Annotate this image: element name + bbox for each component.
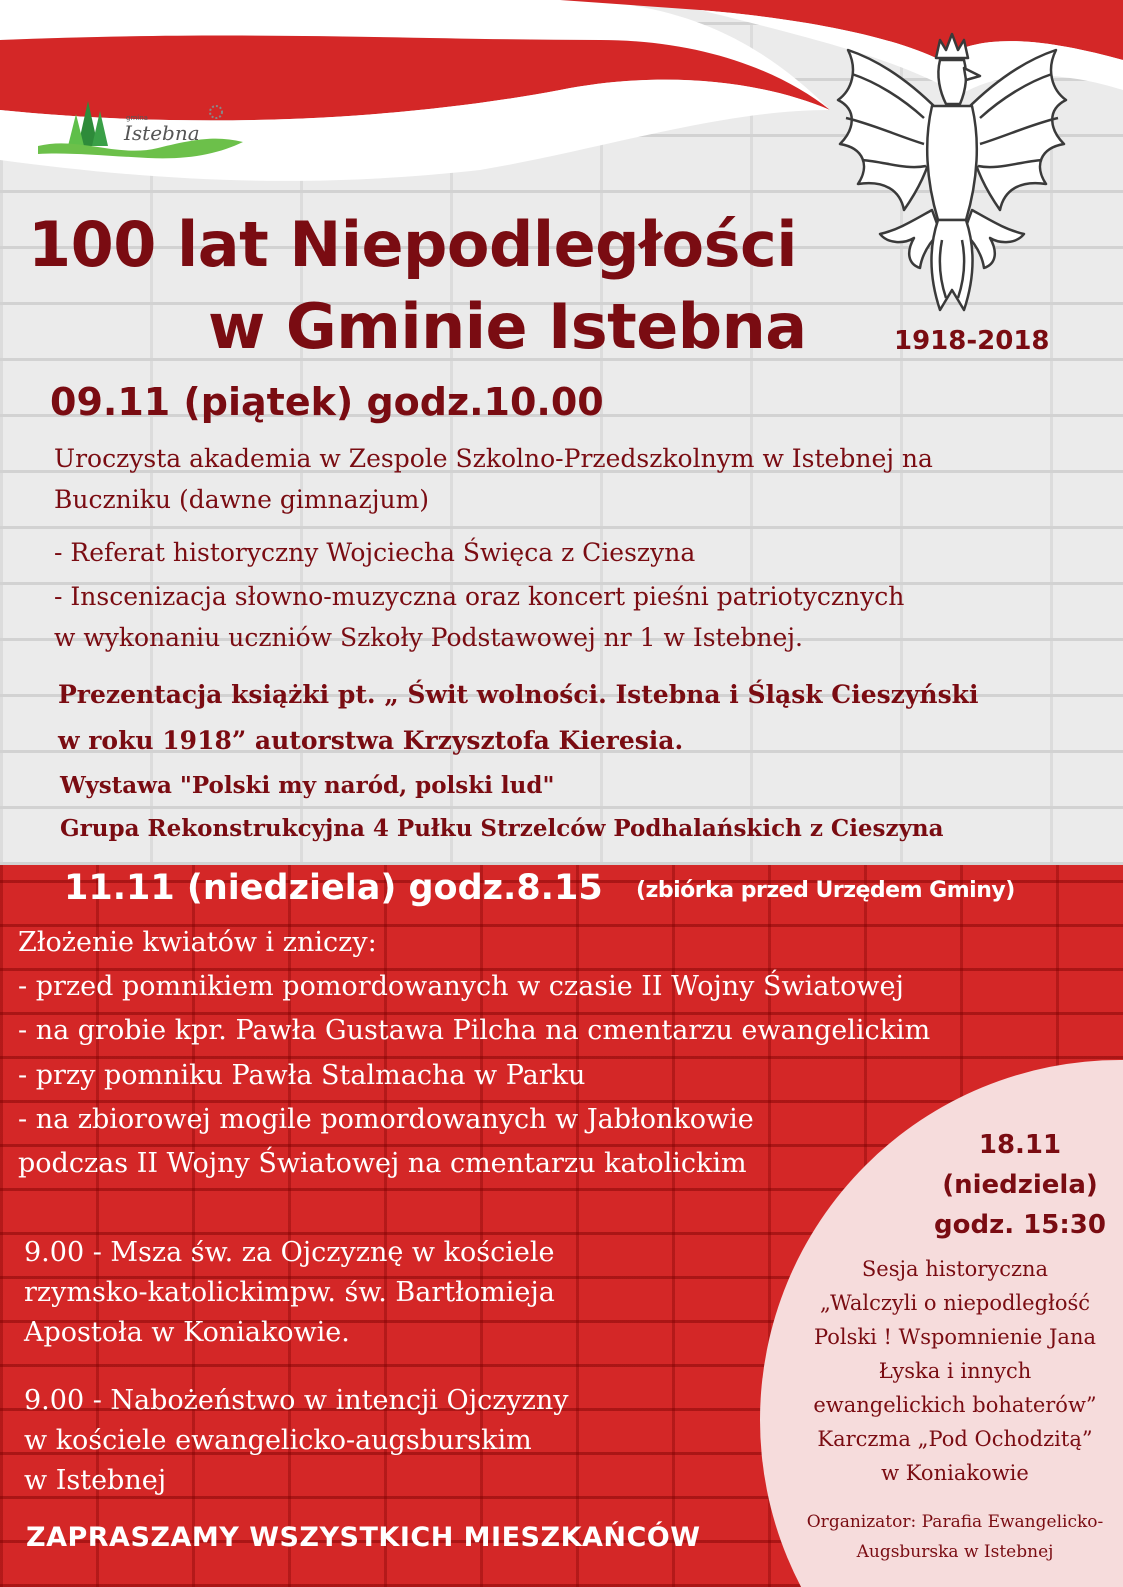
title-line-2: w Gminie Istebna <box>208 290 807 363</box>
event2-line: - przed pomnikiem pomordowanych w czasie II Wojny Światowej <box>18 971 904 1002</box>
event1-date: 09.11 (piątek) godz.10.00 <box>50 380 604 424</box>
event1-line: w wykonaniu uczniów Szkoły Podstawowej nr 1 w Istebnej. <box>54 623 803 652</box>
event1-line: Buczniku (dawne gimnazjum) <box>54 485 430 514</box>
event3-date: 18.11 <box>978 1130 1062 1160</box>
event1-line: Uroczysta akademia w Zespole Szkolno-Przedszkolnym w Istebnej na <box>54 444 933 473</box>
svg-text:Istebna: Istebna <box>124 121 200 145</box>
event3-line: Sesja historyczna <box>861 1257 1049 1281</box>
event3-time: godz. 15:30 <box>934 1210 1106 1240</box>
event3-line: Polski ! Wspomnienie Jana <box>813 1325 1096 1349</box>
event1-book-line: Prezentacja książki pt. „ Świt wolności. Istebna i Śląsk Cieszyński <box>58 680 979 709</box>
event3-organizer: Augsburska w Istebnej <box>856 1542 1054 1562</box>
invitation-footer: ZAPRASZAMY WSZYSTKICH MIESZKAŃCÓW <box>26 1522 701 1553</box>
event2-line: - przy pomniku Pawła Stalmacha w Parku <box>18 1060 586 1091</box>
svg-text:gmina: gmina <box>126 114 148 122</box>
event3-day: (niedziela) <box>942 1170 1098 1200</box>
event2-line: Złożenie kwiatów i zniczy: <box>18 927 377 958</box>
event2-mass1: Apostoła w Koniakowie. <box>24 1317 350 1348</box>
event1-exhibition: Wystawa "Polski my naród, polski lud" <box>60 772 555 799</box>
event2-mass1: 9.00 - Msza św. za Ojczyznę w kościele <box>24 1237 555 1268</box>
event2-mass1: rzymsko-katolickimpw. św. Bartłomieja <box>24 1277 555 1308</box>
event1-line: - Referat historyczny Wojciecha Święca z Cieszyna <box>54 538 696 567</box>
event2-mass2: 9.00 - Nabożeństwo w intencji Ojczyzny <box>24 1385 569 1416</box>
event2-line: - na zbiorowej mogile pomordowanych w Jabłonkowie <box>18 1104 754 1135</box>
event2-mass2: w Istebnej <box>24 1465 167 1496</box>
years-label: 1918-2018 <box>894 326 1050 356</box>
event2-note: (zbiórka przed Urzędem Gminy) <box>636 878 1015 903</box>
event2-line: - na grobie kpr. Pawła Gustawa Pilcha na cmentarzu ewangelickim <box>18 1015 931 1046</box>
event3-line: w Koniakowie <box>881 1461 1029 1485</box>
event1-book-line: w roku 1918” autorstwa Krzysztofa Kieresia. <box>58 726 684 755</box>
event2-mass2: w kościele ewangelicko-augsburskim <box>24 1425 532 1456</box>
event3-line: Łyska i innych <box>878 1359 1032 1383</box>
event1-line: - Inscenizacja słowno-muzyczna oraz koncert pieśni patriotycznych <box>54 582 905 611</box>
event3-line: ewangelickich bohaterów” <box>813 1393 1097 1417</box>
white-eagle-emblem-icon <box>828 20 1068 320</box>
gmina-istebna-logo-icon <box>38 96 248 166</box>
event2-date: 11.11 (niedziela) godz.8.15 <box>64 868 603 908</box>
event3-organizer: Organizator: Parafia Ewangelicko- <box>806 1512 1104 1532</box>
event1-group: Grupa Rekonstrukcyjna 4 Pułku Strzelców Podhalańskich z Cieszyna <box>60 815 944 842</box>
event2-line: podczas II Wojny Światowej na cmentarzu katolickim <box>18 1148 747 1179</box>
title-line-1: 100 lat Niepodległości <box>28 208 798 281</box>
event3-line: Karczma „Pod Ochodzitą” <box>817 1427 1093 1451</box>
event3-line: „Walczyli o niepodległość <box>819 1291 1091 1315</box>
